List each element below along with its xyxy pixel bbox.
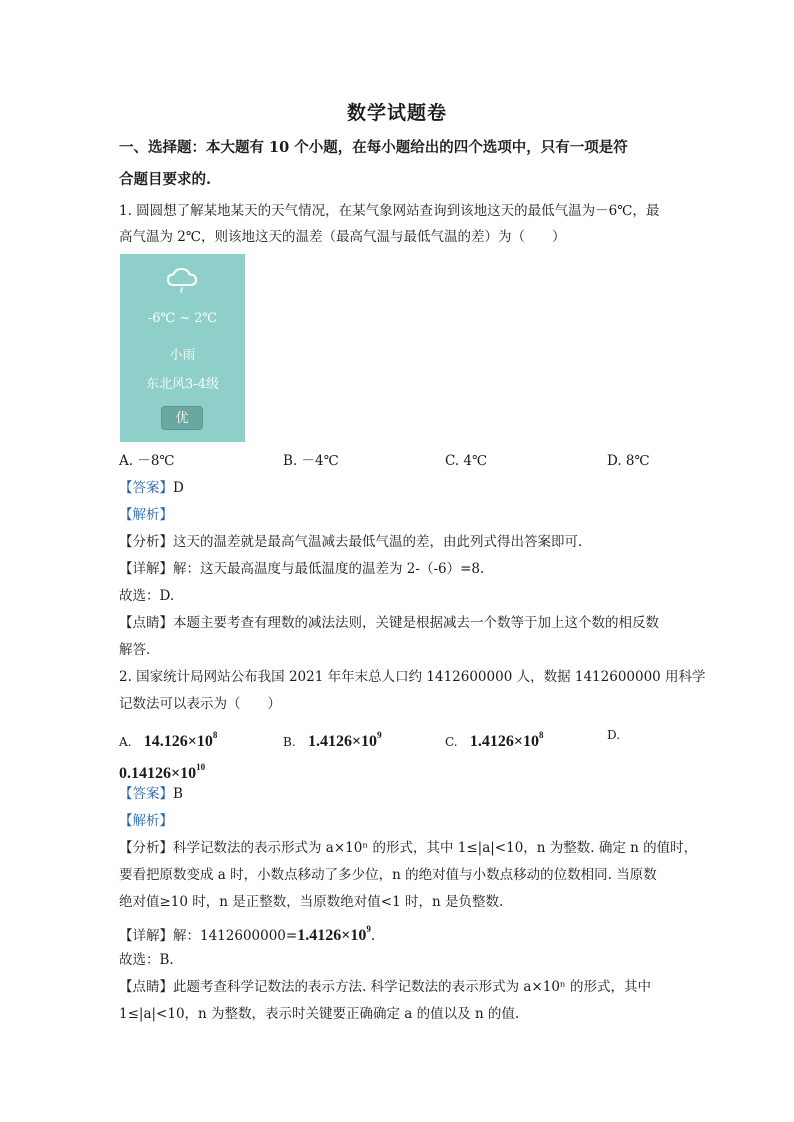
air-quality-badge: 优 <box>161 406 203 430</box>
detail-text: 解：这天最高温度与最低温度的温差为 2-（-6）=8. <box>173 561 485 577</box>
weather-condition: 小雨 <box>169 348 196 363</box>
analysis-label: 【分析】 <box>119 534 173 550</box>
section-heading-line1: 一、选择题：本大题有 10 个小题，在每小题给出的四个选项中，只有一项是符 <box>119 139 628 156</box>
weather-card <box>120 254 245 442</box>
weather-temp-range: -6℃ ~ 2℃ <box>147 311 218 326</box>
comment-text: 本题主要考查有理数的减法法则，关键是根据减去一个数等于加上这个数的相反数 <box>173 615 659 631</box>
q2-analysis-line1 <box>119 838 697 858</box>
cloud-rain-icon <box>166 266 198 294</box>
q1-detail <box>119 559 484 579</box>
q2-analysis-line2: 要看把原数变成 a 时，小数点移动了多少位，n 的绝对值与小数点移动的位数相同. 当原数 <box>119 867 657 883</box>
answer-value: D <box>173 480 184 496</box>
answer-value: B <box>173 786 183 802</box>
q2-stem-line2: 记数法可以表示为（ ） <box>119 696 281 712</box>
section-heading-line2: 合题目要求的. <box>119 171 212 188</box>
q2-choose: 故选：B. <box>119 952 174 968</box>
comment-text: 此题考查科学记数法的表示方法. 科学记数法的表示形式为 a×10ⁿ 的形式，其中 <box>173 979 652 995</box>
q2-stem-line1: 2. 国家统计局网站公布我国 2021 年年末总人口约 1412600000 人，数据 1412600000 用科学 <box>119 669 706 685</box>
q2-detail: 【详解】解：$1412600000=1.4126\times 10^9$. <box>119 924 376 944</box>
analysis-tag: 【解析】 <box>119 813 173 829</box>
analysis-text: 科学记数法的表示形式为 a×10ⁿ 的形式，其中 1≤|a|<10，n 为整数. 确定 n 的值时， <box>173 840 698 856</box>
q1-option-b: B. －4℃ <box>283 453 339 469</box>
comment-label: 【点睛】 <box>119 615 173 631</box>
q2-comment-line1 <box>119 977 651 997</box>
q1-stem-line2: 高气温为 2℃，则该地这天的温差（最高气温与最低气温的差）为（ ） <box>119 229 566 245</box>
comment-label: 【点睛】 <box>119 979 173 995</box>
q2-option-a: A. $14.126\times 10^8$ <box>119 730 218 750</box>
q2-option-b: B. $1.4126\times 10^9$ <box>283 730 382 750</box>
q2-option-d-letter: D. <box>607 728 621 742</box>
q2-comment-line2: 1≤|a|<10，n 为整数，表示时关键要正确确定 a 的值以及 n 的值. <box>119 1006 520 1022</box>
q1-analysis-tag <box>119 505 173 525</box>
q2-option-d: $0.14126\times 10^{10}$ <box>119 762 206 782</box>
weather-wind: 东北风3-4级 <box>146 377 219 392</box>
q2-answer <box>119 784 183 804</box>
q1-option-c: C. 4℃ <box>445 453 488 469</box>
analysis-text: 这天的温差就是最高气温减去最低气温的差，由此列式得出答案即可. <box>173 534 583 550</box>
answer-tag: 【答案】 <box>119 786 173 802</box>
q1-comment-line2: 解答. <box>119 642 151 658</box>
detail-label: 【详解】 <box>119 561 173 577</box>
q1-option-a: A. －8℃ <box>119 453 175 469</box>
q1-stem-line1: 1. 圆圆想了解某地某天的天气情况，在某气象网站查询到该地这天的最低气温为－6℃，最 <box>119 203 660 219</box>
q2-option-c: C. $1.4126\times 10^8$ <box>445 730 544 750</box>
q1-comment-line1 <box>119 613 659 633</box>
detail-label: 【详解】 <box>119 928 173 944</box>
q2-analysis-line3: 绝对值≥10 时，n 是正整数，当原数绝对值<1 时，n 是负整数. <box>119 894 504 910</box>
answer-tag: 【答案】 <box>119 480 173 496</box>
q2-analysis-tag <box>119 811 173 831</box>
q1-analysis <box>119 532 582 552</box>
analysis-tag: 【解析】 <box>119 507 173 523</box>
q1-answer <box>119 478 184 498</box>
page-title: 数学试题卷 <box>346 102 447 124</box>
analysis-label: 【分析】 <box>119 840 173 856</box>
q1-choose: 故选：D. <box>119 588 175 604</box>
q1-option-d: D. 8℃ <box>607 453 650 469</box>
